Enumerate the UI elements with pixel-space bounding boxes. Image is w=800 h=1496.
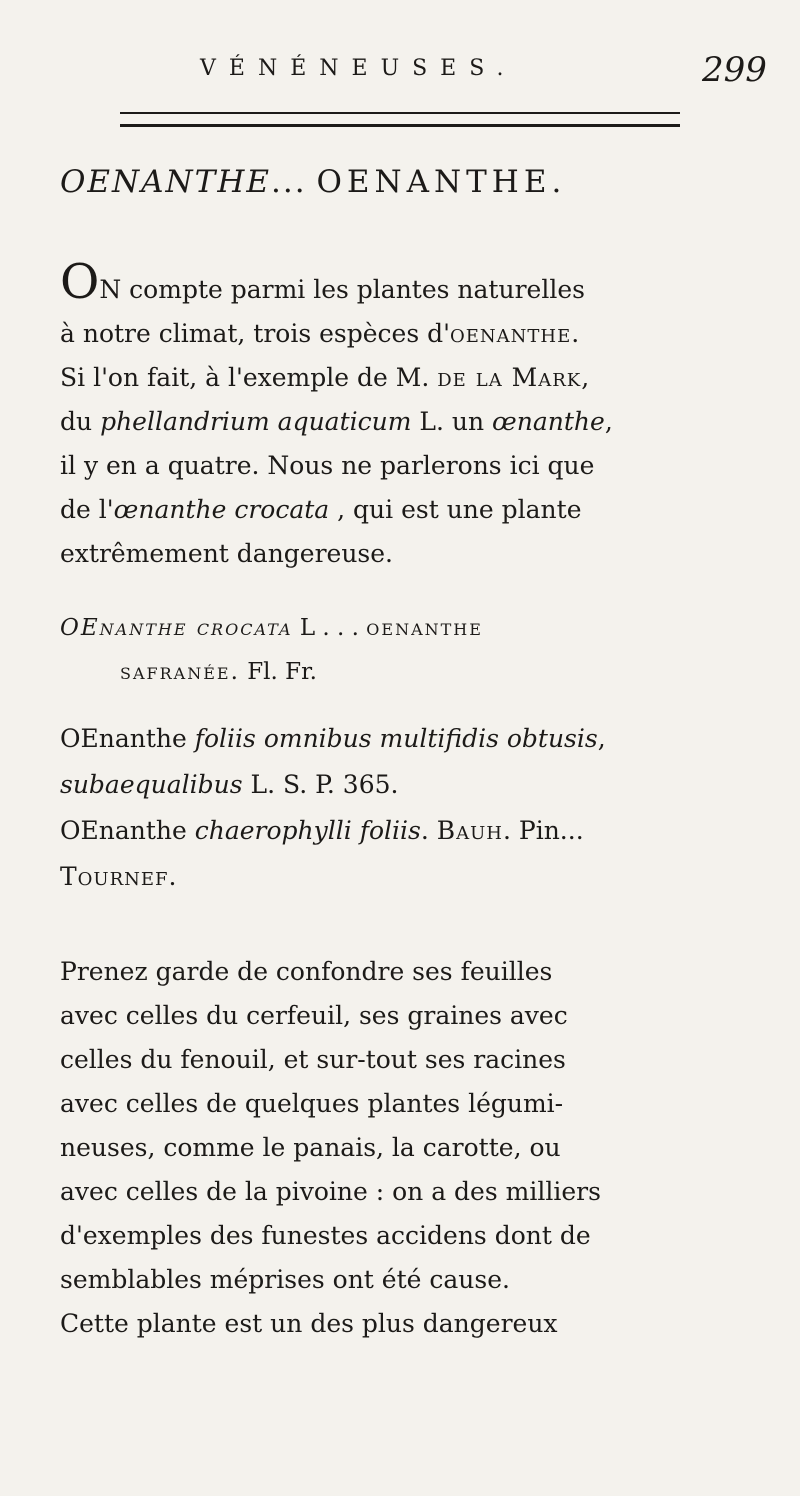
text-line bbox=[60, 356, 750, 400]
text-line bbox=[60, 488, 750, 532]
species-heading-line bbox=[60, 650, 760, 694]
genus-name: œnanthe bbox=[492, 407, 605, 436]
text-span: . bbox=[571, 319, 580, 348]
genus-name: oenanthe bbox=[449, 319, 572, 348]
text-span: , qui est une plante bbox=[329, 495, 582, 524]
text-span: extrêmement dangereuse. bbox=[60, 539, 394, 568]
drop-cap: O bbox=[60, 254, 100, 310]
paragraph-warning bbox=[60, 950, 750, 1346]
synonyms-block bbox=[60, 716, 750, 900]
title-latin: OENANTHE bbox=[60, 164, 272, 200]
text-span: à notre climat, trois espèces d' bbox=[60, 319, 450, 348]
running-head bbox=[0, 50, 800, 96]
text-span: il y en a quatre. Nous ne parlerons ici que bbox=[60, 451, 595, 480]
text-span: . bbox=[168, 862, 177, 891]
synonym-line bbox=[60, 762, 750, 808]
paragraph-intro bbox=[60, 254, 750, 576]
text-line bbox=[60, 254, 750, 312]
species-flag: Fl. Fr. bbox=[247, 659, 317, 685]
latin-phrase: foliis omnibus multifidis obtusis bbox=[194, 724, 598, 753]
author-name: de la Mark bbox=[437, 363, 582, 392]
text-span: du bbox=[60, 407, 101, 436]
text-line: avec celles du cerfeuil, ses graines avec bbox=[60, 1001, 568, 1030]
author-name: Tournef bbox=[60, 862, 169, 891]
article-title bbox=[60, 164, 750, 200]
header-rule-thick bbox=[120, 124, 680, 127]
species-name: œnanthe crocata bbox=[113, 495, 330, 524]
author-name: Bauh bbox=[436, 816, 503, 845]
text-line: Cette plante est un des plus dangereux bbox=[60, 1309, 558, 1338]
species-latin: OEnanthe crocata bbox=[60, 615, 293, 641]
species-heading bbox=[60, 606, 760, 694]
text-span: OEnanthe bbox=[60, 816, 195, 845]
text-span: , bbox=[604, 407, 613, 436]
species-french: oenanthe bbox=[366, 615, 483, 641]
text-line: neuses, comme le panais, la carotte, ou bbox=[60, 1133, 561, 1162]
text-line bbox=[60, 444, 750, 488]
text-span: OEnanthe bbox=[60, 724, 195, 753]
text-span: . Pin... bbox=[503, 816, 584, 845]
species-author: L . . . bbox=[299, 615, 359, 641]
text-line: Prenez garde de confondre ses feuilles bbox=[60, 957, 553, 986]
text-line: d'exemples des funestes accidens dont de bbox=[60, 1221, 591, 1250]
text-span: , bbox=[581, 363, 590, 392]
species-name: phellandrium aquaticum bbox=[100, 407, 412, 436]
synonym-line bbox=[60, 716, 750, 762]
text-span: Si l'on fait, à l'exemple de M. bbox=[60, 363, 438, 392]
page-number: 299 bbox=[702, 50, 767, 90]
latin-phrase: chaerophylli foliis bbox=[194, 816, 421, 845]
text-line: celles du fenouil, et sur-tout ses racines bbox=[60, 1045, 566, 1074]
text-span: N compte parmi les plantes naturelles bbox=[99, 275, 585, 304]
text-span: de l' bbox=[60, 495, 114, 524]
text-span: . bbox=[420, 816, 437, 845]
title-separator: ... bbox=[271, 164, 307, 200]
latin-phrase: subaequalibus bbox=[60, 770, 243, 799]
synonym-line bbox=[60, 808, 750, 854]
synonym-line bbox=[60, 854, 750, 900]
text-span: , bbox=[597, 724, 606, 753]
species-french-2: safranée. bbox=[120, 659, 240, 685]
text-line: avec celles de quelques plantes légumi- bbox=[60, 1089, 564, 1118]
text-line bbox=[60, 400, 750, 444]
header-rule-thin bbox=[120, 112, 680, 114]
text-span: L. S. P. 365. bbox=[242, 770, 399, 799]
running-title: VÉNÉNEUSES. bbox=[200, 56, 517, 81]
species-heading-line bbox=[60, 606, 760, 650]
text-span: L. un bbox=[411, 407, 493, 436]
text-line bbox=[60, 532, 750, 576]
text-line bbox=[60, 312, 750, 356]
text-line: semblables méprises ont été cause. bbox=[60, 1265, 510, 1294]
text-line: avec celles de la pivoine : on a des milliers bbox=[60, 1177, 601, 1206]
title-french: OENANTHE. bbox=[316, 164, 567, 200]
